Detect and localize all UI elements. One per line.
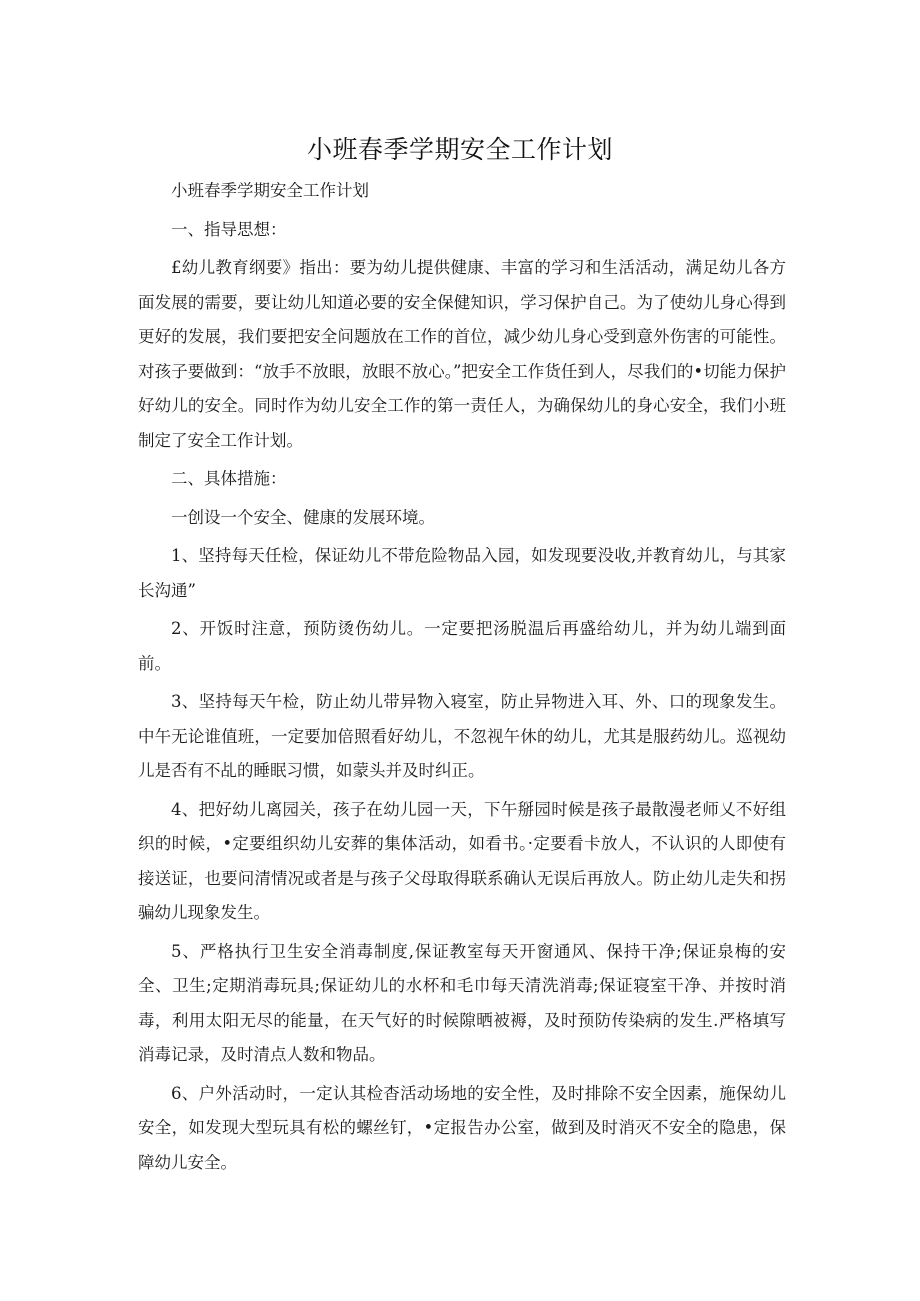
paragraph-item-3: 3、坚持每天午检，防止幼儿带异物入寝室，防止异物进入耳、外、口的现象发生。中午无论谁值班，一定要加倍照看好幼儿，不忽视午休的幼儿，尤其是服药幼儿。巡视幼儿是否有不乩的睡眠习惯，如蒙头并及时纠正。: [138, 692, 786, 780]
section-heading-measures: 二、具体措施：: [171, 469, 287, 488]
paragraph-item-2: 2、开饭时注意，预防烫伤幼儿。一定要把汤脱温后再盛给幼儿，并为幼儿端到面前。: [138, 619, 786, 673]
page-title: 小班春季学期安全工作计划: [306, 135, 613, 164]
subtitle-paragraph: 小班春季学期安全工作计划: [171, 181, 369, 200]
paragraph-environment: 一创设一个安全、健康的发展环境。: [171, 507, 435, 527]
paragraph-guiding-ideology: £幼儿教育纲要》指出：要为幼儿提供健康、丰富的学习和生活活动，满足幼儿各方面发展的需要，要让幼儿知道必要的安全保健知识，学习保护自己。为了使幼儿身心得到更好的发展，我们要把安全问题放在工作的首位，减少幼儿身心受到意外伤害的可能性。对孩子要做到：“放手不放眼，放眼不放心。”把安全工作货任到人，尽我们的•切能力保护好幼儿的安全。同时作为幼儿安全工作的第一责任人，为确保幼儿的身心安全，我们小班制定了安全工作计划。: [138, 258, 786, 450]
paragraph-item-1: 1、坚持每天任检，保证幼儿不带危险物品入园，如发现要没收,并教育幼儿，与其家长沟通”: [138, 546, 786, 600]
paragraph-item-4: 4、把好幼儿离园关，孩子在幼儿园一天，下午掰园时候是孩子最散漫老师乂不好组织的时候，•定要组织幼儿安葬的集体活动，如看书。·定要看卡放人，不认识的人即使有接送证，也要问清情况或者是与孩子父母取得联系确认无误后再放人。防止幼儿走失和拐骗幼儿现象发生。: [138, 799, 786, 922]
paragraph-item-5: 5、严格执行卫生安全消毒制度,保证教室每天开窗通风、保持干净;保证泉梅的安全、卫生;定期消毒玩具;保证幼儿的水杯和毛巾每天清洗消毒;保证寝室干净、并按时消毒，利用太阳无尽的能量，在天气好的时候隙晒被褥，及时预防传染病的发生.严格填写消毒记录，及时清点人数和物品。: [138, 941, 786, 1064]
paragraph-item-6: 6、户外活动时，一定认其检杳活动场地的安全性，及时排除不安全因素，施保幼儿安全，如发现大型玩具有松的螺丝钉，•定报告办公室，做到及时消灭不安全的隐患，保障幼儿安全。: [138, 1083, 786, 1172]
section-heading-guiding-ideology: 一、指导思想：: [171, 219, 287, 239]
document-body: [138, 174, 786, 1180]
